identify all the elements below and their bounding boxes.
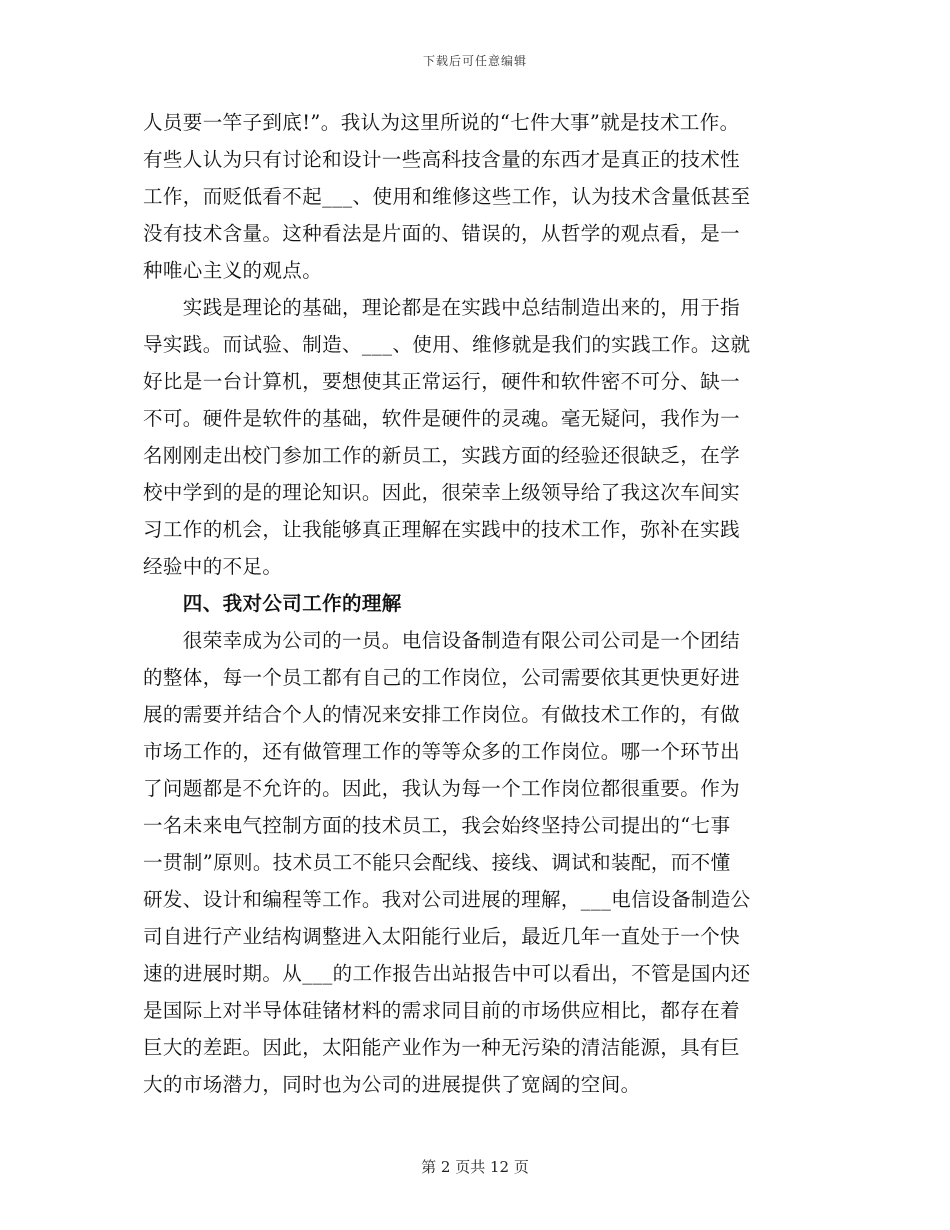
text-line: 种唯心主义的观点。 — [143, 259, 323, 282]
page-header: 下载后可任意编辑 — [422, 54, 527, 68]
text-line: 工作，而贬低看不起___、使用和维修这些工作，认为技术含量低甚至 — [143, 185, 751, 208]
text-line: 没有技术含量。这种看法是片面的、错误的，从哲学的观点看，是一 — [143, 222, 741, 245]
text-line: 了问题都是不允许的。因此，我认为每一个工作岗位都很重要。作为 — [143, 777, 741, 800]
text-line: 实践是理论的基础，理论都是在实践中总结制造出来的，用于指 — [143, 296, 741, 319]
text-line: 司自进行产业结构调整进入太阳能行业后，最近几年一直处于一个快 — [143, 925, 741, 948]
text-line: 经验中的不足。 — [143, 555, 283, 578]
text-line: 的整体，每一个员工都有自己的工作岗位，公司需要依其更快更好进 — [143, 666, 741, 689]
text-line: 有些人认为只有讨论和设计一些高科技含量的东西才是真正的技术性 — [143, 148, 741, 171]
text-line: 很荣幸成为公司的一员。电信设备制造有限公司公司是一个团结 — [143, 629, 741, 652]
text-line: 不可。硬件是软件的基础，软件是硬件的灵魂。毫无疑问，我作为一 — [143, 407, 741, 430]
text-line: 习工作的机会，让我能够真正理解在实践中的技术工作，弥补在实践 — [143, 518, 741, 541]
text-line: 巨大的差距。因此，太阳能产业作为一种无污染的清洁能源，具有巨 — [143, 1036, 741, 1059]
text-line: 展的需要并结合个人的情况来安排工作岗位。有做技术工作的，有做 — [143, 703, 741, 726]
text-line: 一贯制”原则。技术员工不能只会配线、接线、调试和装配，而不懂 — [143, 851, 731, 874]
text-line: 一名未来电气控制方面的技术员工，我会始终坚持公司提出的“七事 — [143, 814, 731, 837]
text-line: 速的进展时期。从___的工作报告出站报告中可以看出，不管是国内还 — [143, 962, 751, 985]
text-line: 校中学到的是的理论知识。因此，很荣幸上级领导给了我这次车间实 — [143, 481, 741, 504]
page-number: 第 2 页共 12 页 — [421, 1158, 529, 1176]
text-line: 市场工作的，还有做管理工作的等等众多的工作岗位。哪一个环节出 — [143, 740, 741, 763]
text-line: 是国际上对半导体硅锗材料的需求同目前的市场供应相比，都存在着 — [143, 999, 741, 1022]
text-line: 大的市场潜力，同时也为公司的进展提供了宽阔的空间。 — [143, 1073, 641, 1096]
document-body — [143, 104, 823, 1103]
text-line: 人员要一竿子到底!”。我认为这里所说的“七件大事”就是技术工作。 — [143, 111, 740, 134]
text-line: 研发、设计和编程等工作。我对公司进展的理解，___电信设备制造公 — [143, 888, 751, 911]
text-line: 名刚刚走出校门参加工作的新员工，实践方面的经验还很缺乏，在学 — [143, 444, 741, 467]
text-line: 好比是一台计算机，要想使其正常运行，硬件和软件密不可分、缺一 — [143, 370, 741, 393]
section-heading: 四、我对公司工作的理解 — [143, 592, 402, 615]
text-line: 导实践。而试验、制造、___、使用、维修就是我们的实践工作。这就 — [143, 333, 751, 356]
